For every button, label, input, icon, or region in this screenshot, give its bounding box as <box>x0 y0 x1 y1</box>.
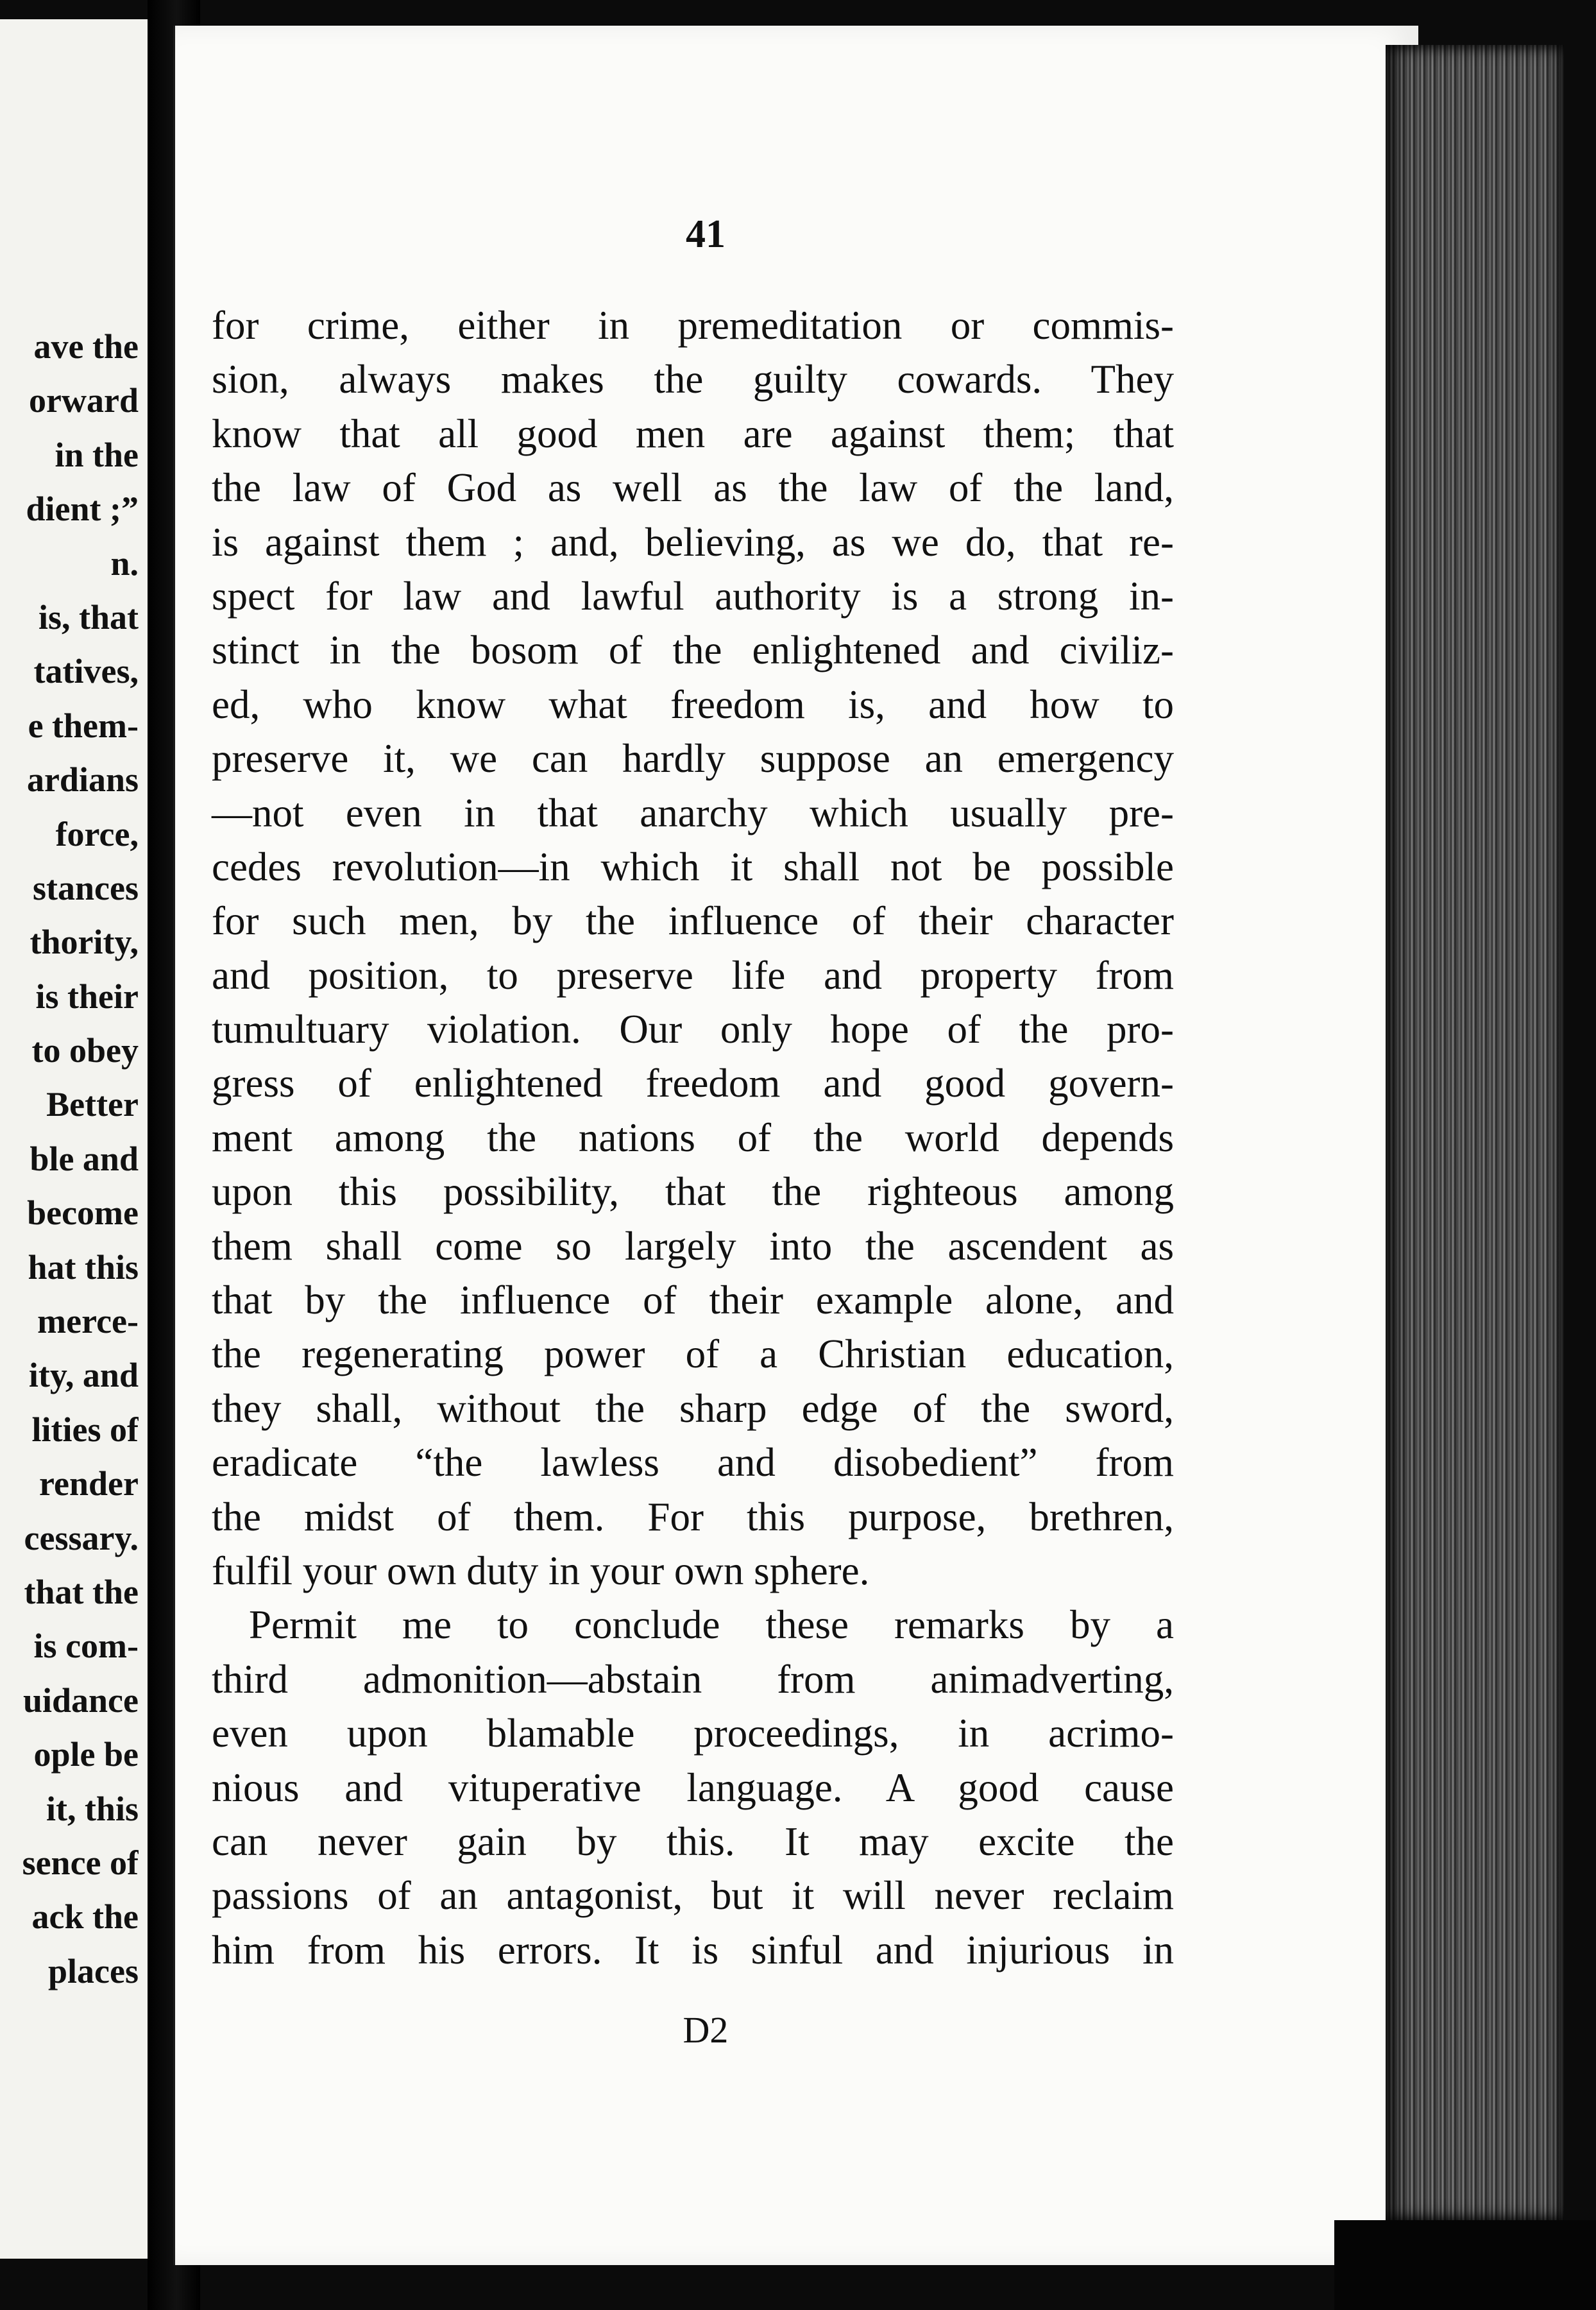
left-fragment-line: sence of <box>22 1843 139 1882</box>
left-fragment-line: tatives, <box>33 652 139 691</box>
left-fragment-line: uidance <box>22 1681 139 1720</box>
left-fragment-line: in the <box>55 435 139 474</box>
left-fragment-line: force, <box>55 814 139 853</box>
left-fragment-line: stances <box>33 868 139 907</box>
text-line: know that all good men are against them; that <box>212 411 1174 456</box>
text-line: even upon blamable proceedings, in acrimo- <box>212 1711 1174 1756</box>
left-fragment-line: places <box>48 1951 139 1990</box>
left-fragment-line: lities of <box>31 1410 139 1449</box>
left-fragment-line: that the <box>24 1572 139 1611</box>
left-fragment-line: thority, <box>30 923 139 962</box>
text-line: spect for law and lawful authority is a strong in- <box>212 573 1174 619</box>
text-line: the law of God as well as the law of the land, <box>212 465 1174 511</box>
text-line: passions of an antagonist, but it will never reclaim <box>212 1873 1174 1919</box>
left-page <box>0 19 151 2259</box>
left-fragment-line: render <box>39 1464 139 1503</box>
left-fragment-line: it, this <box>46 1789 139 1828</box>
text-line: ed, who know what freedom is, and how to <box>212 681 1174 727</box>
text-line: stinct in the bosom of the enlightened and civiliz- <box>212 628 1174 673</box>
left-fragment-line: ople be <box>33 1735 139 1774</box>
left-fragment-line: ack the <box>31 1897 139 1937</box>
background-corner <box>1334 2220 1596 2310</box>
text-line: tumultuary violation. Our only hope of the pro- <box>212 1007 1174 1052</box>
text-line: for such men, by the influence of their character <box>212 898 1174 944</box>
text-line: cedes revolution—in which it shall not be possible <box>212 844 1174 889</box>
left-fragment-line: ave the <box>33 327 139 366</box>
text-line: ment among the nations of the world depends <box>212 1115 1174 1160</box>
text-line: they shall, without the sharp edge of the sword, <box>212 1385 1174 1431</box>
text-line: preserve it, we can hardly suppose an emergency <box>212 736 1174 782</box>
text-line: the midst of them. For this purpose, brethren, <box>212 1494 1174 1539</box>
text-line: him from his errors. It is sinful and injurious in <box>212 1927 1174 1972</box>
left-fragment-line: dient ;” <box>26 490 139 529</box>
text-line: fulfil your own duty in your own sphere. <box>212 1548 870 1593</box>
text-line: —not even in that anarchy which usually pre- <box>212 790 1174 835</box>
text-line: third admonition—abstain from animadverting, <box>212 1656 1174 1702</box>
text-line: sion, always makes the guilty cowards. They <box>212 357 1174 402</box>
text-line: upon this possibility, that the righteous among <box>212 1169 1174 1215</box>
left-fragment-line: ity, and <box>28 1356 139 1395</box>
text-line: and position, to preserve life and property from <box>212 952 1174 998</box>
left-fragment-line: become <box>27 1194 139 1233</box>
text-line: Permit me to conclude these remarks by a <box>249 1602 1174 1648</box>
page-edges <box>1386 45 1564 2220</box>
left-fragment-line: merce- <box>37 1302 139 1341</box>
text-line: nious and vituperative language. A good cause <box>212 1765 1174 1810</box>
left-fragment-line: is their <box>35 977 139 1016</box>
text-line: them shall come so largely into the ascendent as <box>212 1223 1174 1269</box>
text-line: is against them ; and, believing, as we do, that re- <box>212 519 1174 565</box>
left-fragment-line: ardians <box>26 760 139 800</box>
left-fragment-line: cessary. <box>24 1518 139 1557</box>
text-line: can never gain by this. It may excite the <box>212 1818 1174 1864</box>
page-number: 41 <box>686 212 726 256</box>
left-fragment-line: is com- <box>33 1627 139 1666</box>
left-page-text-fragments <box>0 320 139 1998</box>
left-fragment-line: hat this <box>28 1247 139 1287</box>
text-line: gress of enlightened freedom and good govern- <box>212 1061 1174 1106</box>
left-fragment-line: e them- <box>28 706 139 745</box>
left-fragment-line: to obey <box>31 1031 139 1070</box>
signature-mark: D2 <box>683 2009 729 2051</box>
body-text <box>212 298 1174 1977</box>
text-line: the regenerating power of a Christian education, <box>212 1331 1174 1377</box>
text-line: that by the influence of their example alone, and <box>212 1278 1174 1323</box>
left-fragment-line: Better <box>46 1085 139 1124</box>
left-fragment-line: ble and <box>30 1139 139 1178</box>
left-fragment-line: orward <box>29 381 139 420</box>
left-fragment-line: n. <box>110 543 139 583</box>
text-line: for crime, either in premeditation or commis- <box>212 303 1174 348</box>
text-line: eradicate “the lawless and disobedient” from <box>212 1440 1174 1485</box>
left-fragment-line: is, that <box>38 597 139 637</box>
